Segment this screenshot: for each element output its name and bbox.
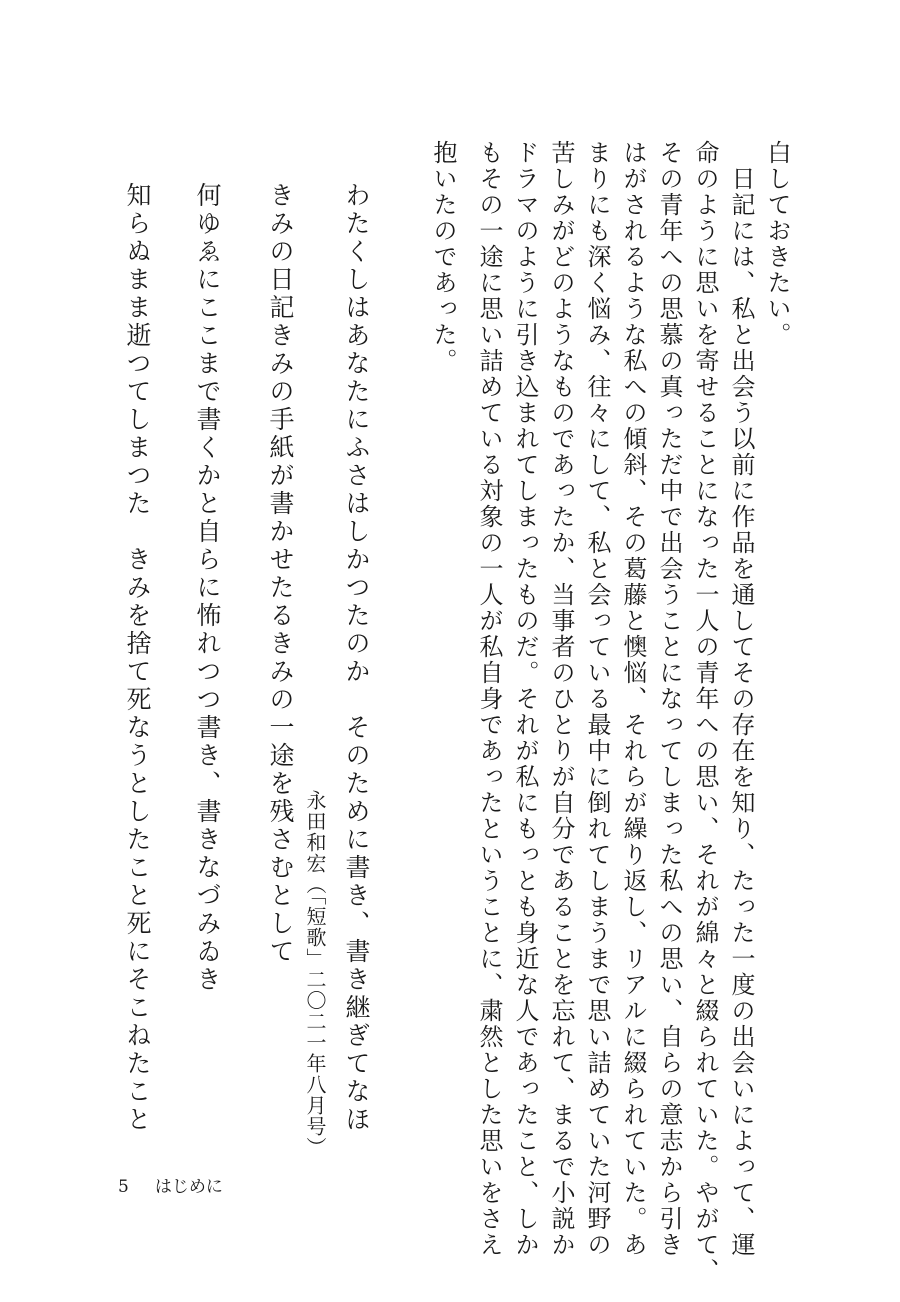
poem-attribution: 永田和宏（「短歌」二〇二一年八月号）	[303, 790, 327, 1158]
poem-line-2: きみの日記きみの手紙が書かせたるきみの一途を残さむとして	[266, 182, 295, 966]
prose-line-1: 白しておきたい。	[763, 140, 791, 348]
prose-line-5: はがされるような私への傾斜、その葛藤と懊悩、それらが繰り返し、リアルに綴られていた。あ	[619, 140, 647, 1258]
page-footer	[118, 1172, 223, 1197]
page-number: 5	[118, 1177, 129, 1197]
prose-line-2: 日記には、私と出会う以前に作品を通してその存在を知り、たった一度の出会いによって、運	[727, 140, 755, 1258]
prose-line-4: その青年への思慕の真っただ中で出会うことになってしまった私への思い、自らの意志から引き	[655, 140, 683, 1258]
prose-line-6: まりにも深く悩み、往々にして、私と会っている最中に倒れてしまうまで思い詰めていた河野の	[583, 140, 611, 1258]
prose-line-9: もその一途に思い詰めている対象の一人が私自身であったということに、粛然とした思いをさえ	[475, 140, 503, 1258]
poem-line-1: わたくしはあなたにふさはしかつたのか そのために書き、書き継ぎてなほ	[342, 182, 371, 1134]
prose-line-8: ドラマのように引き込まれてしまったものだ。それが私にもっとも身近な人であったこと、しか	[511, 140, 539, 1258]
poem-line-4: 知らぬまま逝つてしまつた きみを捨て死なうとしたこと死にそこねたこと	[123, 182, 152, 1134]
poem-line-3: 何ゆゑにここまで書くかと自らに怖れつつ書き、書きなづみゐき	[193, 182, 222, 994]
prose-line-3: 命のように思いを寄せることになった一人の青年への思い、それが綿々と綴られていた。やがて、	[691, 140, 719, 1284]
prose-line-7: 苦しみがどのようなものであったか、当事者のひとりが自分であることを忘れて、まるで小説か	[547, 140, 575, 1258]
section-title: はじめに	[154, 1177, 223, 1197]
prose-line-10: 抱いたのであった。	[429, 140, 457, 374]
